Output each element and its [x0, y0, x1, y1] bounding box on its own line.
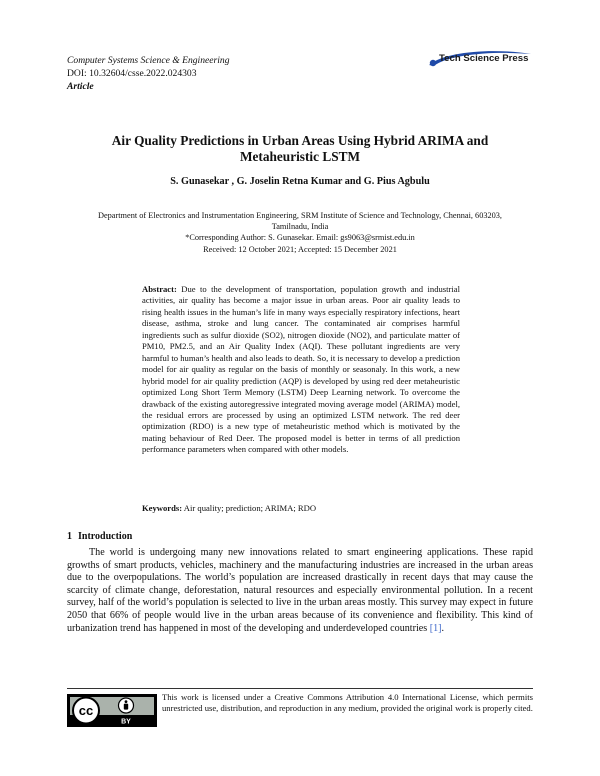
citation-link[interactable]: [1] — [429, 622, 442, 634]
section-title: Introduction — [78, 531, 133, 542]
corresponding-author: *Corresponding Author: S. Gunasekar. Email: gs9063@srmist.edu.in — [185, 233, 415, 243]
intro-paragraph — [67, 547, 533, 635]
footer-divider — [67, 688, 533, 689]
keywords — [142, 503, 460, 513]
title-line-2: Metaheuristic LSTM — [239, 149, 361, 164]
authors: S. Gunasekar , G. Joselin Retna Kumar and G. Pius Agbulu — [170, 176, 430, 187]
cc-by-icon — [68, 695, 156, 726]
intro-end: . — [441, 622, 445, 634]
doi: DOI: 10.32604/csse.2022.024303 — [67, 68, 197, 79]
paper-title — [60, 133, 540, 165]
affiliation-line-2: Tamilnadu, India — [271, 222, 329, 232]
cc-by-license-badge[interactable] — [67, 694, 157, 727]
keywords-text: Air quality; prediction; ARIMA; RDO — [183, 503, 317, 513]
affiliation-block — [70, 210, 530, 255]
section-number: 1 — [67, 531, 72, 542]
cc-glyph: cc — [78, 703, 94, 718]
by-label: BY — [121, 718, 131, 726]
abstract — [142, 284, 460, 456]
journal-name: Computer Systems Science & Engineering — [67, 55, 230, 66]
article-type: Article — [67, 81, 94, 92]
publisher-name: Tech Science Press — [439, 53, 529, 64]
publisher-logo — [425, 50, 535, 68]
intro-text: The world is undergoing many new innovations related to smart engineering applications. These rapid growths of smart products, vehicles, machinery and the manufacturing industries are increased in the urban areas due to the overpopulations. The world’s population are increased drastically in recent days that may cause the scarcity of climate change, deforestation, natural resources and especially environmental pollution. In a recent survey, half of the world’s population is selected to live in the urban areas mostly. This survey may expect in future 2050 that 66% of people would live in the urban areas because of its convenience and flexibility. This kind of urbanization trend has happened in most of the developing and underdeveloped countries — [67, 547, 533, 634]
affiliation-line-1: Department of Electronics and Instrumentation Engineering, SRM Institute of Science and Technology, Chennai, 603203, — [97, 211, 503, 220]
received-accepted-dates: Received: 12 October 2021; Accepted: 15 December 2021 — [203, 244, 397, 254]
license-text: This work is licensed under a Creative Commons Attribution 4.0 International License, which permits unrestricted use, distribution, and reproduction in any medium, provided the original work is properly cited. — [162, 692, 533, 714]
title-line-1: Air Quality Predictions in Urban Areas Using Hybrid ARIMA and — [111, 133, 489, 148]
abstract-label: Abstract: — [142, 284, 177, 294]
abstract-text: Due to the development of transportation, population growth and industrial activities, air quality has become a major issue in urban areas. Poor air quality leads to rising health issues in the human’s life in many ways especially respiratory infections, heart disease, asthma, stroke and lung cancer. The contaminated air comprises harmful ingredients such as sulfur dioxide (SO2), nitrogen dioxide (NO2), and particulate matter of PM10, PM2.5, and an Air Quality Index (AQI). These pollutant ingredients are very harmful to human’s health and also leads to death. So, it is necessary to develop a prediction model for air quality as regular on the basis of monthly or seasonaly. In this work, a new hybrid model for air quality prediction (AQP) is developed by using red deer metaheuristic optimized Long Short Term Memory (LSTM) Deep Learning network. To overcome the drawback of the existing autoregressive integrated moving average model (ARIMA) model, the residual errors are processed by using an optimized LSTM network. The red deer optimization (RDO) is a new type of metaheuristic method which is motivated by the mating behaviour of Red Deer. The proposed model is better in terms of all prediction performance parameters when compared with other models. — [142, 284, 460, 455]
section-heading — [67, 531, 132, 542]
keywords-label: Keywords: — [142, 503, 183, 513]
